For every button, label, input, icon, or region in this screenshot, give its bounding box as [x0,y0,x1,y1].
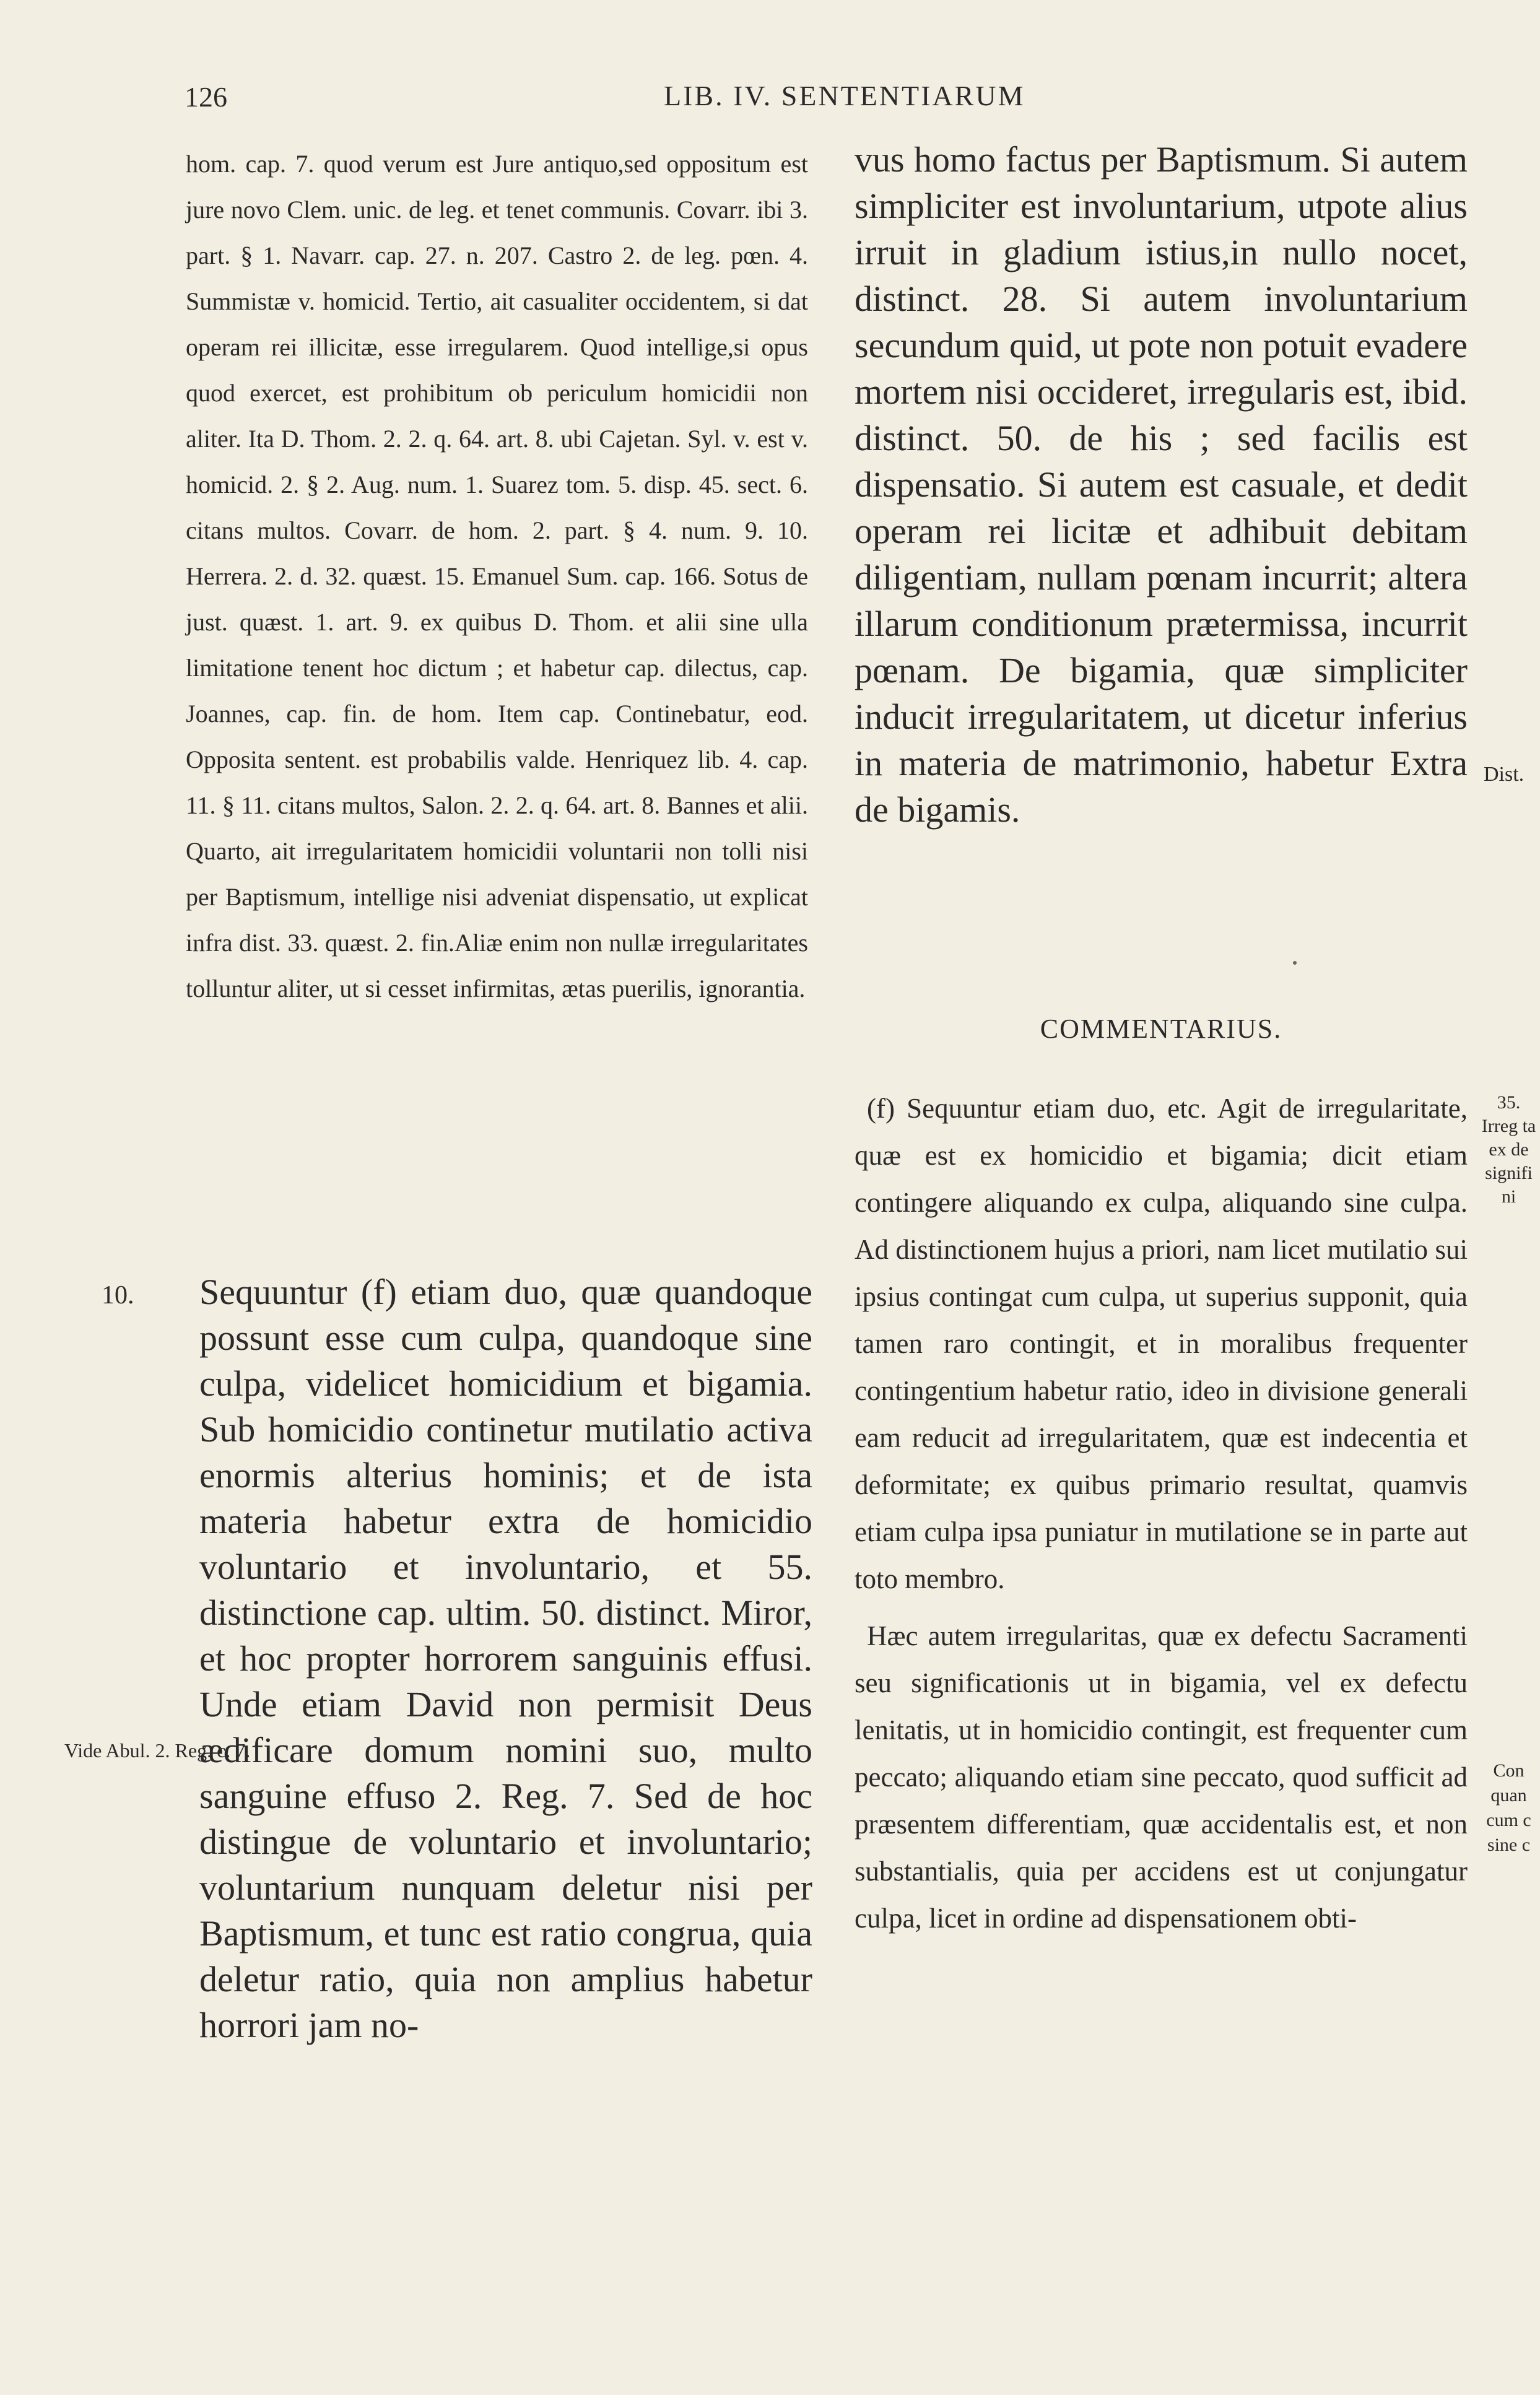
left-margin-reference: Vide Abul. 2. Reg. c. 7. [64,1739,251,1762]
right-margin-note-2: Con quan cum c sine c [1486,1760,1531,1855]
commentary-heading: COMMENTARIUS. [1040,1014,1282,1044]
right-main-text: vus homo factus per Baptismum. Si autem simpliciter est involuntarium, utpote alius irruit in gladium istius,in nullo nocet, distinct. 28. Si autem involuntarium secundum quid, ut pote non potuit evadere mortem nisi occideret, irregularis est, ibid. distinct. 50. de his ; sed facilis est dispensatio. Si autem est casuale, et dedit operam rei licitæ et adhibuit debitam diligentiam, nullam pœnam incurrit; altera illarum conditionum prætermissa, incurrit pœnam. De bigamia, quæ simpliciter inducit irregularitatem, ut dicetur inferius in materia de matrimonio, habetur Extra de bigamis. [855,139,1468,830]
page-number: 126 [185,81,227,113]
right-margin-dist: Dist. [1484,763,1525,786]
print-speck [1293,961,1297,965]
left-footnote-text: hom. cap. 7. quod verum est Jure antiquo,sed oppositum est jure novo Clem. unic. de leg. et tenet communis. Covarr. ibi 3. part. § 1. Navarr. cap. 27. n. 207. Castro 2. de leg. pœn. 4. Summistæ v. homicid. Tertio, ait casualiter occidentem, si dat operam rei illicitæ, esse irregularem. Quod intellige,si opus quod exercet, est prohibitum ob periculum homicidii non aliter. Ita D. Thom. 2. 2. q. 64. art. 8. ubi Cajetan. Syl. v. est v. homicid. 2. § 2. Aug. num. 1. Suarez tom. 5. disp. 45. sect. 6. citans multos. Covarr. de hom. 2. part. § 4. num. 9. 10. Herrera. 2. d. 32. quæst. 15. Emanuel Sum. cap. 166. Sotus de just. quæst. 1. art. 9. ex quibus D. Thom. et alii sine ulla limitatione tenent hoc dictum ; et habetur cap. dilectus, cap. Joannes, cap. fin. de hom. Item cap. Continebatur, eod. Opposita sentent. est probabilis valde. Henriquez lib. 4. cap. 11. § 11. citans multos, Salon. 2. 2. q. 64. art. 8. Bannes et alii. Quarto, ait irregularitatem homicidii voluntarii non tolli nisi per Baptismum, intellige nisi adveniat dispensatio, ut explicat infra dist. 33. quæst. 2. fin.Aliæ enim non nullæ irregularitates tolluntur aliter, ut si cesset infirmitas, ætas puerilis, ignorantia. [186,150,808,1002]
right-margin-note-1: 35. Irreg ta ex de signifi ni [1481,1092,1536,1207]
commentary-paragraph-2: Hæc autem irregularitas, quæ ex defectu Sacramenti seu significationis ut in bigamia, vel ex defectu lenitatis, ut in homicidio contingit, est frequenter cum peccato; aliquando etiam sine peccato, quod sufficit ad præsentem differentiam, quæ accidentalis est, et non substantialis, quia per accidens est ut conjungatur culpa, licet in ordine ad dispensationem obti- [855,1620,1468,1934]
paragraph-number: 10. [102,1281,134,1310]
commentary-paragraph-1: (f) Sequuntur etiam duo, etc. Agit de irregularitate, quæ est ex homicidio et bigamia; dicit etiam contingere aliquando ex culpa, aliquando sine culpa. Ad distinctionem hujus a priori, nam licet mutilatio sui ipsius contingat cum culpa, ut superius supponit, quia tamen raro contingit, et in moralibus frequenter contingentium habetur ratio, ideo in divisione generali eam reducit ad irregularitatem, quæ est indecentia et deformitate; ex quibus primario resultat, quamvis etiam culpa ipsa puniatur in mutilatione se in parte aut toto membro. [855,1093,1468,1594]
commentary-text [855,1085,1468,1942]
running-title: LIB. IV. SENTENTIARUM [664,80,1025,111]
left-main-text: Sequuntur (f) etiam duo, quæ quandoque possunt esse cum culpa, quandoque sine culpa, videlicet homicidium et bigamia. Sub homicidio continetur mutilatio activa enormis alterius hominis; et de ista materia habetur extra de homicidio voluntario et involuntario, et 55. distinctione cap. ultim. 50. distinct. Miror, et hoc propter horrorem sanguinis effusi. Unde etiam David non permisit Deus ædificare domum nomini suo, multo sanguine effuso 2. Reg. 7. Sed de hoc distingue de voluntario et involuntario; voluntarium nunquam deletur nisi per Baptismum, et tunc est ratio congrua, quia deletur ratio, quia non amplius habetur horrori jam no- [199,1272,812,2045]
